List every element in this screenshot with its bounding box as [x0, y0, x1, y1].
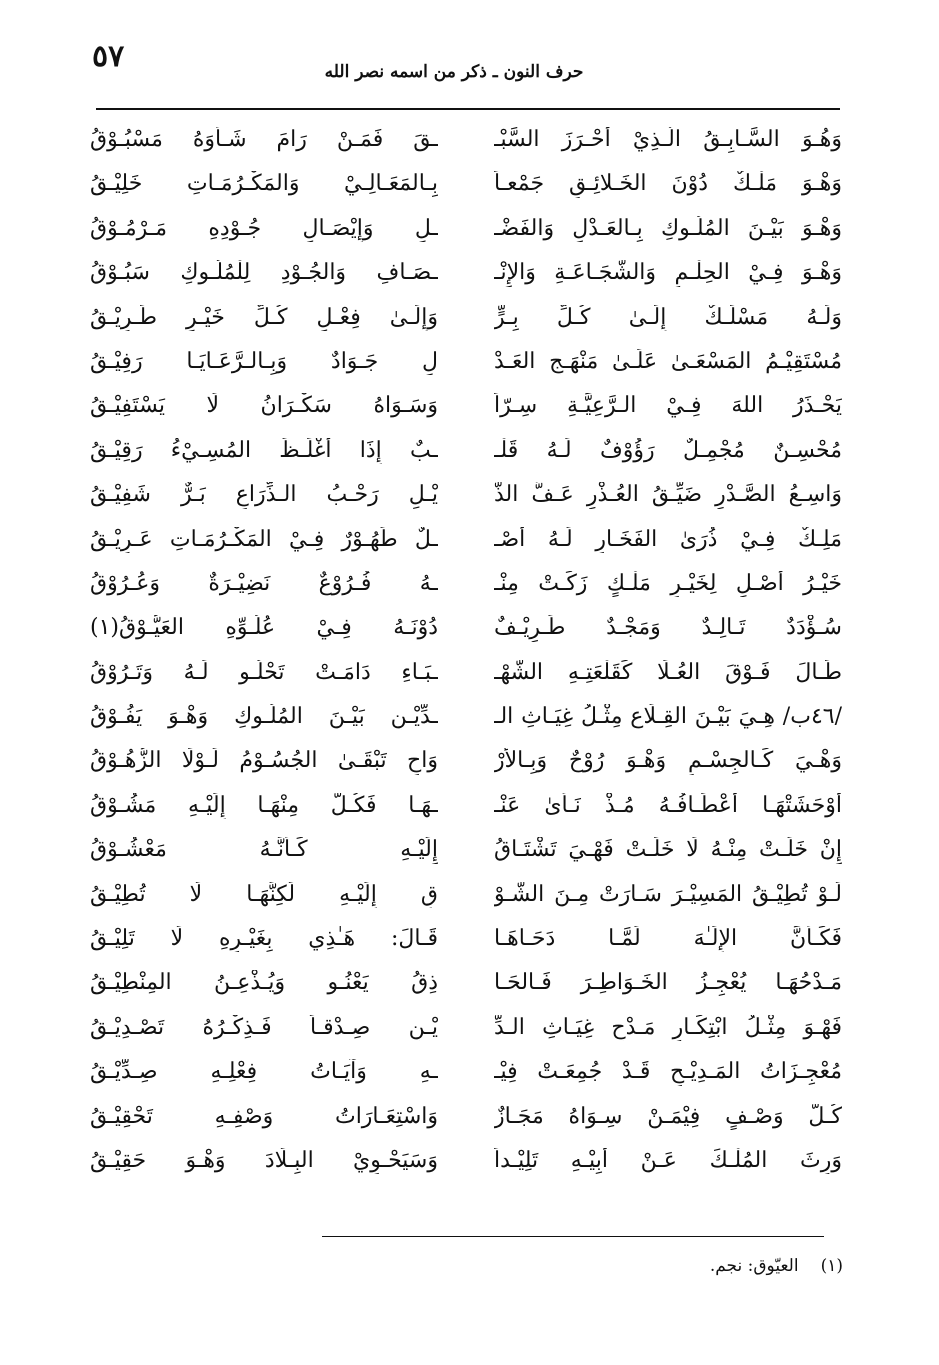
- verse-line: [90, 873, 842, 917]
- verse-second-hemistich: ذِقُ يَعْنُـو وَيُـذْعِـنُ المِنْطِيْـقُ: [90, 970, 438, 996]
- verse-second-hemistich: لِ جَـوَادٌ وَبِـالـرَّعَـايَـا رَفِيْـقُ: [90, 348, 438, 374]
- verse-line: [90, 384, 842, 428]
- footnote: [710, 1256, 843, 1276]
- verse-first-hemistich: مُسْتَقِيْـمُ المَسْعَـىٰ عَلَـىٰ مَنْهَـجِ العَـدْ: [494, 348, 842, 374]
- verse-first-hemistich: مُحْسِـنٌ مُجْمِـلٌ رَؤُوْفٌ لَـهُ قَلْـ: [494, 437, 842, 463]
- verse-first-hemistich: خَيْـرُ أَصْـلٍ لِخَيْـرِ مَلْـكٍ زَكَـتْ مِنْـ: [494, 570, 842, 596]
- verse-first-hemistich: فَكَـأَنَّ الإِلَـٰهَ لَمَّـا دَحَـاهَـا: [494, 926, 842, 952]
- verse-second-hemistich: وَاحِ تَبْقَـىٰ الجُسُـوْمُ لَـوْلَا الزُّهُـوْقُ: [90, 748, 438, 774]
- verse-second-hemistich: وَاسْتِعَـارَاتُ وَصْفِـهِ تَحْقِيْـقُ: [90, 1103, 438, 1129]
- verse-first-hemistich: أَوْحَشَتْهَـا أَعْطَـافُـهُ مُـذْ نَـأَىٰ عَنْـ: [494, 792, 842, 818]
- verse-line: [90, 118, 842, 162]
- verse-line: [90, 162, 842, 206]
- verse-line: [90, 695, 842, 739]
- verse-first-hemistich: مُعْجِـزَاتُ المَـدِيْـحِ قَـدْ جُمِعَـتْ فِيْـ: [494, 1059, 842, 1085]
- running-head: حرف النون ـ ذكر من اسمه نصر الله: [324, 62, 584, 82]
- verse-line: [90, 562, 842, 606]
- verse-first-hemistich: يَحْـذَرُ اللهَ فِـيْ الـرَّعِيَّـةِ سِـرّاً: [494, 393, 842, 419]
- page-number: ٥٧: [92, 39, 125, 74]
- verse-second-hemistich: إِلَيْـهِ كَـأَنَّـهُ مَعْشُـوْقُ: [90, 837, 438, 863]
- verse-second-hemistich: بِـالمَعَـالِـيْ وَالمَكْـرُمَـاتِ خَلِيْـقُ: [90, 171, 438, 197]
- verse-first-hemistich: وَرِثَ المُلْـكَ عَـنْ أَبِيْـهِ تَلِيْـداً: [494, 1147, 842, 1173]
- verse-second-hemistich: قِ إِلَيْـهِ لَكِنَّهَـا لَا تُطِيْـقُ: [90, 881, 438, 907]
- verse-second-hemistich: ـلِ وَإِيْصَـالِ جُـوْدِهِ مَـرْمُـوْقُ: [90, 215, 438, 241]
- verse-first-hemistich: فَهْـوَ مِثْـلُ ابْتِكَـارِ مَـدْحِ غِيَـاثِ الـدِّ: [494, 1014, 842, 1040]
- verse-second-hemistich: وَسَـوَاهُ سَكْـرَانُ لَا يَسْتَفِيْـقُ: [90, 393, 438, 419]
- verse-first-hemistich: وَاسِـعُ الصَّـدْرِ ضَيِّـقُ العُـذْرِ عَـفُّ الذَّ: [494, 482, 842, 508]
- verse-line: [90, 1050, 842, 1094]
- verse-line: [90, 518, 842, 562]
- verse-first-hemistich: وَهْـيَ كَـالجِسْـمِ وَهْـوَ رُوْحٌ وَبِـالأَرْ: [494, 748, 842, 774]
- verse-first-hemistich: سُـؤْدَدٌ تَـالِـدٌ وَمَجْـدٌ طَـرِيْـفٌ: [494, 615, 842, 641]
- verse-first-hemistich: /٤٦ب/ هِـيَ بَيْـنَ القِـلَاعِ مِثْـلُ غِيَـاثِ الـ: [494, 704, 842, 730]
- verse-line: [90, 296, 842, 340]
- verse-line: [90, 828, 842, 872]
- footnote-text: العيّوق: نجم.: [709, 1256, 799, 1276]
- verse-second-hemistich: ـهِ وَآيَـاتُ فِعْلِـهِ صِـدِّيْـقُ: [90, 1059, 438, 1085]
- verse-second-hemistich: قَـالَ: هَـٰذِي بِغَيْـرِهِ لَا تَلِيْـقُ: [90, 926, 438, 952]
- verse-first-hemistich: كُـلُّ وَصْـفٍ فِيْمَـنْ سِـوَاهُ مَجَـازٌ: [494, 1103, 842, 1129]
- verse-first-hemistich: إِنْ خَلَـتْ مِنْـهُ لَا خَلَـتْ فَهْـيَ تَشْتَـاقُ: [494, 837, 842, 863]
- verse-first-hemistich: وَلَـهُ مَسْلَـكٌ إِلَـىٰ كُـلِّ بِـرٍّ: [494, 304, 842, 330]
- verse-second-hemistich: يْـلِ رَحْـبُ الـذِّرَاعِ بَـرٌّ شَفِيْـقُ: [90, 482, 438, 508]
- verse-line: [90, 784, 842, 828]
- verse-second-hemistich: ـهُ فُـرُوْعٌ نَضِيْـرَةٌ وَعُـرُوْقُ: [90, 570, 438, 596]
- verse-line: [90, 961, 842, 1005]
- verse-line: [90, 251, 842, 295]
- verse-second-hemistich: ـدِّيْـنِ بَيْـنَ المُلُـوكِ وَهْـوَ يَفُـوْقُ: [90, 704, 438, 730]
- header-rule: [96, 108, 840, 110]
- verse-line: [90, 340, 842, 384]
- verse-first-hemistich: طَـالَ فَـوْقَ العُـلَا كَقَلْعَتِـهِ الشَّهْـ: [494, 659, 842, 685]
- verse-second-hemistich: دُوْنَـهُ فِـيْ عُلُـوِّهِ العَيُّـوْقُ(١): [90, 615, 438, 641]
- verse-line: [90, 429, 842, 473]
- poem-body: [90, 118, 842, 1183]
- verse-line: [90, 1006, 842, 1050]
- verse-second-hemistich: ـبَـاءِ دَامَـتْ تَحْلُـو لَـهُ وَتَـرُوْقُ: [90, 659, 438, 685]
- verse-second-hemistich: ـبٌ إِذَا أَغْلَـظَ المُسِـيْءُ رَقِيْـقُ: [90, 437, 438, 463]
- verse-second-hemistich: وَإِلَـىٰ فِعْـلِ كُـلِّ خَيْـرٍ طَـرِيْـقُ: [90, 304, 438, 330]
- verse-first-hemistich: وَهْـوَ مَلْـكٌ دُوْنَ الخَـلائِـقِ جَمْعـاً: [494, 171, 842, 197]
- verse-second-hemistich: ـلٌ طَهُـوْرٌ فِـيْ المَكْـرُمَـاتِ عَـرِيْـقُ: [90, 526, 438, 552]
- verse-second-hemistich: وَسَيَحْـوِيْ البِـلَادَ وَهْـوَ حَقِيْـقُ: [90, 1147, 438, 1173]
- verse-line: [90, 739, 842, 783]
- verse-first-hemistich: وَهُـوَ السَّـابِـقُ الَّـذِيْ أَحْـرَزَ السَّبْـ: [494, 127, 842, 152]
- verse-line: [90, 207, 842, 251]
- verse-first-hemistich: وَهْـوَ بَيْـنَ المُلُـوكِ بِـالعَـدْلِ وَالفَضْـ: [494, 215, 842, 241]
- verse-line: [90, 606, 842, 650]
- verse-line: [90, 1095, 842, 1139]
- verse-second-hemistich: ـقَ فَمَـنْ رَامَ شَـأْوَهُ مَسْبُـوْقُ: [90, 127, 438, 152]
- verse-line: [90, 473, 842, 517]
- verse-first-hemistich: مَـدْحُهَـا يُعْجِـزُ الخَـوَاطِـرَ فَـالحَـا: [494, 970, 842, 996]
- footnote-marker: (١): [820, 1256, 843, 1276]
- verse-first-hemistich: مَلِـكٌ فِـيْ ذُرَىٰ الفَخَـارِ لَـهُ أَصْـ: [494, 526, 842, 552]
- verse-first-hemistich: لَـوْ تُطِيْـقُ المَسِيْـرَ سَـارَتْ مِـنَ الشَّـوْ: [494, 881, 842, 907]
- verse-second-hemistich: ـصَـافِ وَالجُـوْدِ لِلْمُلُـوكِ سَبُـوْقُ: [90, 260, 438, 286]
- verse-second-hemistich: يْـنِ صِـدْقـاً فَـذِكْـرُهُ تَصْـدِيْـقُ: [90, 1014, 438, 1040]
- verse-second-hemistich: ـهَـا فَكُـلٌّ مِنْهَـا إِلَيْـهِ مَشُـوْقُ: [90, 792, 438, 818]
- verse-first-hemistich: وَهْـوَ فِـيْ الحِلْـمِ وَالشَّجَـاعَـةِ وَالإِنْـ: [494, 260, 842, 286]
- verse-line: [90, 1139, 842, 1183]
- verse-line: [90, 917, 842, 961]
- verse-line: [90, 651, 842, 695]
- footnote-rule: [322, 1236, 824, 1237]
